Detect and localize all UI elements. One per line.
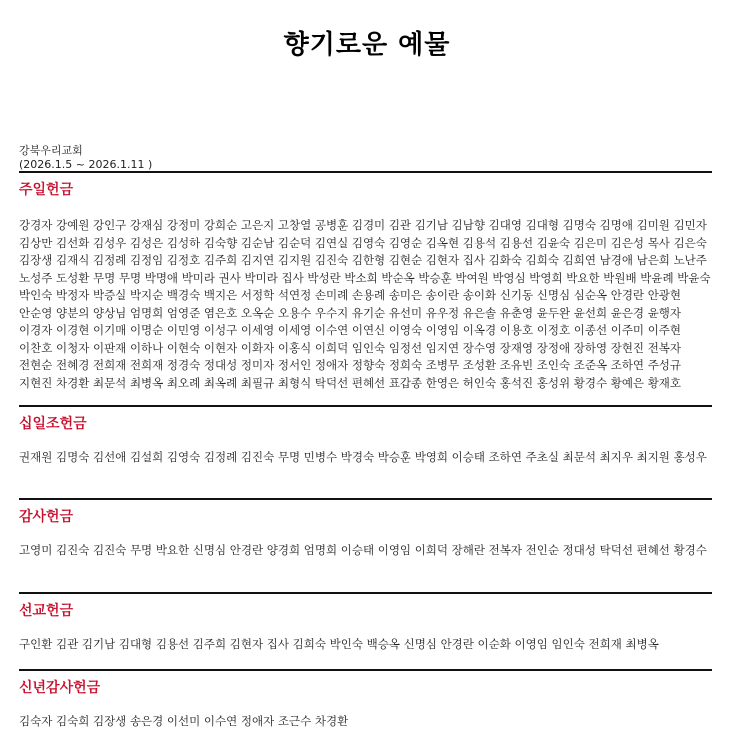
section-title: 선교헌금 <box>19 603 74 619</box>
church-info <box>19 144 152 172</box>
donor-names: 김숙자 김숙희 김장생 송은경 이선미 이수연 정애자 조근수 차경환 <box>19 714 349 728</box>
donor-names: 권재원 김명숙 김선애 김설희 김영숙 김정례 김진숙 무명 민병수 박경숙 박승훈 박영희 이승태 조하연 주초실 최문석 최지우 최지원 홍성우 <box>19 450 707 464</box>
section-divider <box>19 592 712 594</box>
section-divider <box>19 405 712 407</box>
section-tithe-offering <box>19 405 712 467</box>
page-title: 향기로운 예물 <box>283 30 451 60</box>
section-divider <box>19 171 712 173</box>
donor-names: 구인환 김관 김기남 김대형 김용선 김주희 김현자 집사 김희숙 박인숙 백승옥 신명심 안경란 이순화 이영임 임인숙 전희재 최병옥 <box>19 637 659 651</box>
section-title: 십일조헌금 <box>19 416 87 432</box>
section-divider <box>19 669 712 671</box>
section-title: 신년감사헌금 <box>19 680 101 696</box>
section-mission-offering <box>19 592 712 654</box>
section-title: 주일헌금 <box>19 182 74 198</box>
donor-names: 고영미 김진숙 김진숙 무명 박요한 신명심 안경란 양경희 엄명희 이승태 이영임 이희덕 장해란 전복자 전인순 정대성 탁덕선 편혜선 황경수 <box>19 543 707 557</box>
section-divider <box>19 498 712 500</box>
section-new-year-thanks-offering <box>19 669 712 731</box>
donor-names: 강경자 강예원 강인구 강재심 강정미 강희순 고은지 고창열 공병훈 김경미 김관 김기남 김남향 김대영 김대형 김명숙 김명애 김미원 김민자 김상만 김선화 김성우 김성은 김성하 김숙향 김순남 김순덕 김연실 김영숙 김영순 김옥현 김용석 김용선 김윤숙 김은미 김은성 목사 김은숙 김장생 김재식 김정례 김정임 김정호 김주희 김지연 김지원 김진숙 김한형 김현순 김현자 집사 김화숙 김희숙 김희연 남경애 남은희 노난주 노성주 도성환 무명 무명 박명애 박미라 권사 박미라 집사 박성란 박소희 박순옥 박승훈 박여원 박영심 박영희 박요한 박원배 박윤례 박윤숙 박인숙 박정자 박증실 박지순 백경숙 백지은 서정학 석연정 손미례 손용례 송미은 송이란 송이화 신기동 신명심 심순옥 안경란 안광현 안순영 양분의 양상님 엄명희 엄영준 염은호 오옥순 오용수 우수지 유기순 유선미 유우정 유은솔 유춘영 윤두완 윤선희 윤은경 윤행자 이경자 이경현 이기매 이명순 이민영 이성구 이세영 이세영 이수연 이연신 이영숙 이영임 이옥경 이용호 이정호 이종선 이주미 이주현 이찬호 이청자 이판재 이하나 이현숙 이현자 이화자 이홍식 이희덕 임인숙 임정선 임지연 장수영 장재영 장정애 장하영 장현진 전복자 전현순 전혜경 전희재 전희재 정경숙 정대성 정미자 정서인 정애자 정향숙 정희숙 조병무 조성환 조유빈 조인숙 조준옥 조하연 주성규 지현진 차경환 최문석 최병옥 최오례 최옥례 최필규 최형식 탁덕선 편혜선 표갑종 한영은 허인숙 홍석진 홍성위 황경수 황예은 황재호 <box>19 218 711 390</box>
church-name: 강북우리교회 <box>19 144 83 157</box>
section-sunday-offering <box>19 171 712 392</box>
offering-period: (2026.1.5 ~ 2026.1.11 ) <box>19 158 153 171</box>
section-thanks-offering <box>19 498 712 560</box>
section-title: 감사헌금 <box>19 509 74 525</box>
